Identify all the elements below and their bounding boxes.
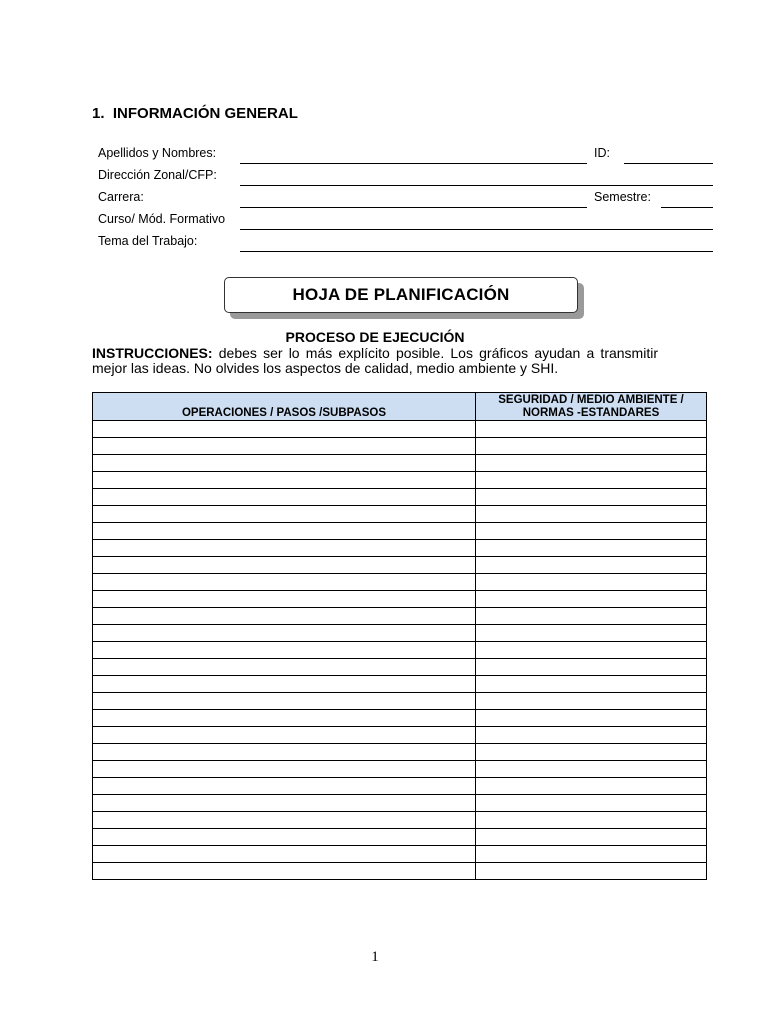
table-row	[93, 778, 707, 795]
table-row	[93, 523, 707, 540]
table-row	[93, 863, 707, 880]
operations-cell[interactable]	[93, 557, 476, 574]
instructions	[92, 346, 658, 376]
operations-cell[interactable]	[93, 829, 476, 846]
apellidos-field[interactable]	[240, 163, 587, 164]
operations-cell[interactable]	[93, 795, 476, 812]
table-row	[93, 727, 707, 744]
operations-cell[interactable]	[93, 812, 476, 829]
table-row	[93, 506, 707, 523]
table-row	[93, 438, 707, 455]
operations-cell[interactable]	[93, 574, 476, 591]
operations-cell[interactable]	[93, 727, 476, 744]
page-number: 1	[371, 949, 379, 965]
operations-cell[interactable]	[93, 778, 476, 795]
planning-table	[92, 392, 707, 880]
operations-cell[interactable]	[93, 438, 476, 455]
safety-cell[interactable]	[476, 421, 707, 438]
instructions-label: INSTRUCCIONES:	[92, 345, 213, 361]
table-row	[93, 846, 707, 863]
safety-header	[476, 393, 707, 421]
safety-cell[interactable]	[476, 812, 707, 829]
table-row	[93, 642, 707, 659]
tema-field[interactable]	[240, 251, 713, 252]
safety-cell[interactable]	[476, 625, 707, 642]
safety-cell[interactable]	[476, 574, 707, 591]
safety-cell[interactable]	[476, 676, 707, 693]
safety-cell[interactable]	[476, 557, 707, 574]
table-row	[93, 676, 707, 693]
safety-cell[interactable]	[476, 778, 707, 795]
id-label: ID:	[594, 146, 610, 160]
operations-header-text: OPERACIONES / PASOS /SUBPASOS	[181, 407, 387, 419]
instructions-text: debes ser lo más explícito posible. Los gráficos ayudan a transmitir mejor las ideas. No olvides los aspectos de calidad, medio ambiente y SHI.	[92, 345, 658, 376]
table-row	[93, 540, 707, 557]
operations-cell[interactable]	[93, 744, 476, 761]
table-row	[93, 591, 707, 608]
carrera-label: Carrera:	[98, 190, 144, 204]
operations-cell[interactable]	[93, 489, 476, 506]
safety-cell[interactable]	[476, 761, 707, 778]
table-row	[93, 574, 707, 591]
safety-cell[interactable]	[476, 863, 707, 880]
safety-cell[interactable]	[476, 591, 707, 608]
process-title: PROCESO DE EJECUCIÓN	[285, 329, 465, 345]
operations-cell[interactable]	[93, 761, 476, 778]
operations-cell[interactable]	[93, 710, 476, 727]
safety-cell[interactable]	[476, 455, 707, 472]
table-row	[93, 812, 707, 829]
operations-cell[interactable]	[93, 846, 476, 863]
safety-header-line2: NORMAS -ESTANDARES	[522, 406, 660, 419]
safety-cell[interactable]	[476, 659, 707, 676]
operations-cell[interactable]	[93, 540, 476, 557]
table-row	[93, 455, 707, 472]
table-row	[93, 489, 707, 506]
operations-cell[interactable]	[93, 608, 476, 625]
table-row	[93, 710, 707, 727]
table-row	[93, 557, 707, 574]
safety-cell[interactable]	[476, 710, 707, 727]
table-header-row	[93, 393, 707, 421]
curso-field[interactable]	[240, 229, 713, 230]
safety-cell[interactable]	[476, 506, 707, 523]
safety-cell[interactable]	[476, 489, 707, 506]
operations-cell[interactable]	[93, 421, 476, 438]
safety-cell[interactable]	[476, 540, 707, 557]
table-row	[93, 421, 707, 438]
table-row	[93, 608, 707, 625]
operations-cell[interactable]	[93, 472, 476, 489]
safety-cell[interactable]	[476, 693, 707, 710]
semestre-label: Semestre:	[594, 190, 651, 204]
table-row	[93, 744, 707, 761]
operations-cell[interactable]	[93, 659, 476, 676]
operations-cell[interactable]	[93, 863, 476, 880]
curso-label: Curso/ Mód. Formativo	[98, 212, 226, 226]
table-row	[93, 472, 707, 489]
safety-cell[interactable]	[476, 642, 707, 659]
safety-header-line1: SEGURIDAD / MEDIO AMBIENTE /	[498, 393, 684, 406]
safety-cell[interactable]	[476, 523, 707, 540]
safety-cell[interactable]	[476, 438, 707, 455]
section-number: 1.	[92, 105, 105, 122]
operations-header	[93, 393, 476, 421]
table-row	[93, 693, 707, 710]
direccion-label: Dirección Zonal/CFP:	[98, 168, 217, 182]
id-field[interactable]	[624, 163, 713, 164]
tema-label: Tema del Trabajo:	[98, 234, 198, 248]
operations-cell[interactable]	[93, 506, 476, 523]
table-row	[93, 761, 707, 778]
safety-cell[interactable]	[476, 608, 707, 625]
apellidos-label: Apellidos y Nombres:	[98, 146, 217, 160]
table-row	[93, 829, 707, 846]
semestre-field[interactable]	[661, 207, 713, 208]
safety-cell[interactable]	[476, 744, 707, 761]
operations-cell[interactable]	[93, 642, 476, 659]
safety-cell[interactable]	[476, 727, 707, 744]
operations-cell[interactable]	[93, 523, 476, 540]
operations-cell[interactable]	[93, 591, 476, 608]
safety-cell[interactable]	[476, 472, 707, 489]
direccion-field[interactable]	[240, 185, 713, 186]
safety-cell[interactable]	[476, 829, 707, 846]
operations-cell[interactable]	[93, 693, 476, 710]
section-heading: INFORMACIÓN GENERAL	[112, 105, 298, 122]
banner-title: HOJA DE PLANIFICACIÓN	[292, 285, 510, 304]
table-row	[93, 795, 707, 812]
table-row	[93, 625, 707, 642]
section-title	[92, 105, 298, 122]
carrera-field[interactable]	[240, 207, 587, 208]
operations-cell[interactable]	[93, 455, 476, 472]
safety-cell[interactable]	[476, 846, 707, 863]
operations-cell[interactable]	[93, 625, 476, 642]
table-row	[93, 659, 707, 676]
operations-cell[interactable]	[93, 676, 476, 693]
safety-cell[interactable]	[476, 795, 707, 812]
planning-banner	[224, 277, 578, 313]
